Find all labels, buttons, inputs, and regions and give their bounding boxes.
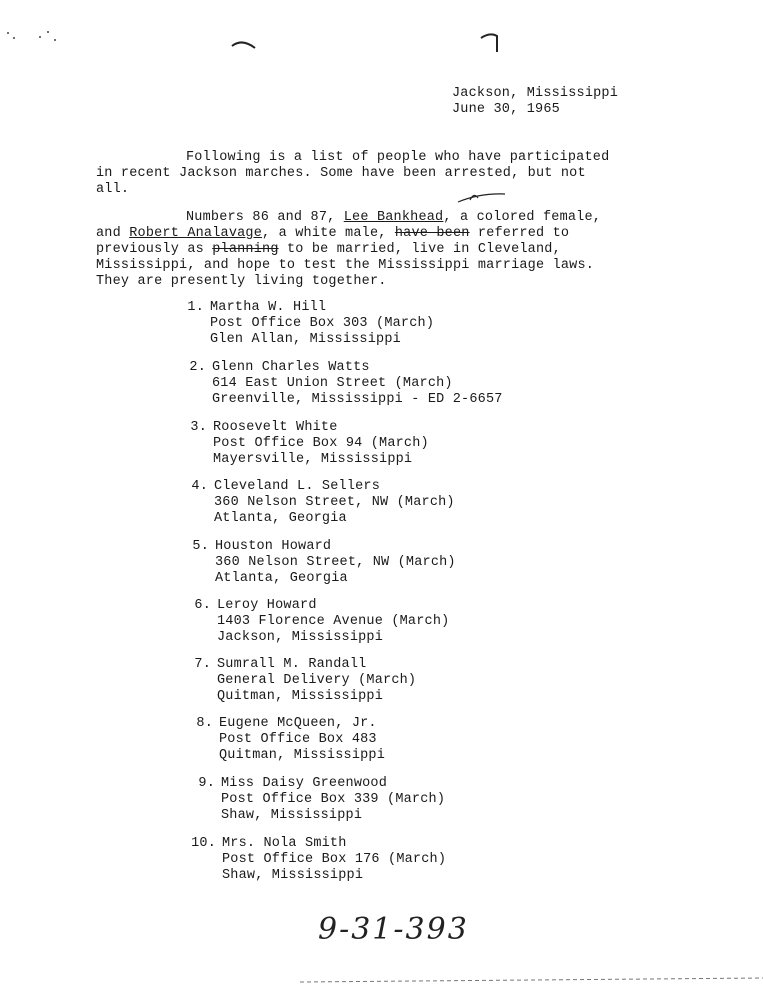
underlined-name: Lee Bankhead: [343, 210, 444, 225]
entry-name: Roosevelt White: [213, 420, 338, 435]
note-paragraph: [96, 210, 656, 290]
entry-address: [214, 479, 455, 527]
entry-number: 3.: [190, 420, 207, 435]
entry-street: 614 East Union Street (March): [212, 376, 453, 391]
note-text: to be married, live in Cleveland,: [278, 242, 561, 257]
note-text: , a colored female,: [443, 210, 602, 225]
note-text: previously as: [96, 242, 213, 257]
struck-text: planning: [212, 242, 279, 257]
entry-address: [210, 300, 434, 348]
entry-street: Post Office Box 303 (March): [210, 316, 435, 331]
note-line: They are presently living together.: [96, 274, 387, 289]
note-text: , a white male,: [262, 226, 395, 241]
entry-number: 4.: [191, 479, 208, 494]
header-date: June 30, 1965: [452, 102, 560, 117]
entry-number: 8.: [196, 716, 213, 731]
entry-city: Jackson, Mississippi: [217, 630, 384, 645]
underlined-name: Robert Analavage: [129, 226, 263, 241]
entry-name: Glenn Charles Watts: [212, 360, 370, 375]
entry-city: Shaw, Mississippi: [222, 868, 364, 883]
entry-name: Martha W. Hill: [210, 300, 327, 315]
entry-number: 7.: [194, 657, 211, 672]
entry-street: Post Office Box 339 (March): [221, 792, 446, 807]
note-text: Numbers 86 and 87,: [186, 210, 344, 225]
entry-city: Mayersville, Mississippi: [213, 452, 413, 467]
entry-street: Post Office Box 176 (March): [222, 852, 447, 867]
entry-street: 1403 Florence Avenue (March): [217, 614, 450, 629]
entry-city: Quitman, Mississippi: [217, 689, 384, 704]
entry-number: 5.: [192, 539, 209, 554]
entry-street: General Delivery (March): [217, 673, 417, 688]
entry-address: [222, 836, 446, 884]
entry-street: Post Office Box 94 (March): [213, 436, 429, 451]
entry-address: [217, 598, 449, 646]
entry-number: 9.: [198, 776, 215, 791]
entry-street: 360 Nelson Street, NW (March): [215, 555, 456, 570]
entry-number: 2.: [189, 360, 206, 375]
entry-name: Eugene McQueen, Jr.: [219, 716, 377, 731]
entry-city: Glen Allan, Mississippi: [210, 332, 401, 347]
entry-name: Cleveland L. Sellers: [214, 479, 381, 494]
entry-street: Post Office Box 483: [219, 732, 377, 747]
entry-address: [221, 776, 445, 824]
entry-address: [217, 657, 416, 705]
note-line: [96, 226, 656, 242]
entry-name: Leroy Howard: [217, 598, 317, 613]
entry-city: Atlanta, Georgia: [214, 511, 347, 526]
intro-line: in recent Jackson marches. Some have been arrested, but not: [96, 166, 586, 181]
entry-number: 10.: [191, 836, 216, 851]
entry-name: Miss Daisy Greenwood: [221, 776, 388, 791]
entry-city: Shaw, Mississippi: [221, 808, 363, 823]
intro-line: Following is a list of people who have participated: [186, 150, 610, 165]
handwritten-file-number: 9-31-393: [318, 912, 469, 947]
entry-street: 360 Nelson Street, NW (March): [214, 495, 455, 510]
header-place: Jackson, Mississippi: [452, 86, 619, 101]
entry-name: Sumrall M. Randall: [217, 657, 367, 672]
entry-address: [219, 716, 385, 764]
entry-city: Greenville, Mississippi - ED 2-6657: [212, 392, 503, 407]
entry-name: Houston Howard: [215, 539, 332, 554]
note-text: and: [96, 226, 130, 241]
entry-city: Quitman, Mississippi: [219, 748, 386, 763]
note-line: Mississippi, and hope to test the Mississippi marriage laws.: [96, 258, 595, 273]
note-text: referred to: [469, 226, 570, 241]
intro-paragraph: [96, 150, 656, 198]
entry-address: [213, 420, 429, 468]
entry-number: 1.: [187, 300, 204, 315]
entry-address: [212, 360, 503, 408]
entry-address: [215, 539, 456, 587]
entry-name: Mrs. Nola Smith: [222, 836, 347, 851]
struck-text: have been: [394, 226, 470, 241]
intro-line: all.: [96, 182, 130, 197]
entry-number: 6.: [194, 598, 211, 613]
note-line: [96, 242, 656, 258]
note-line: [96, 210, 656, 226]
entry-city: Atlanta, Georgia: [215, 571, 348, 586]
